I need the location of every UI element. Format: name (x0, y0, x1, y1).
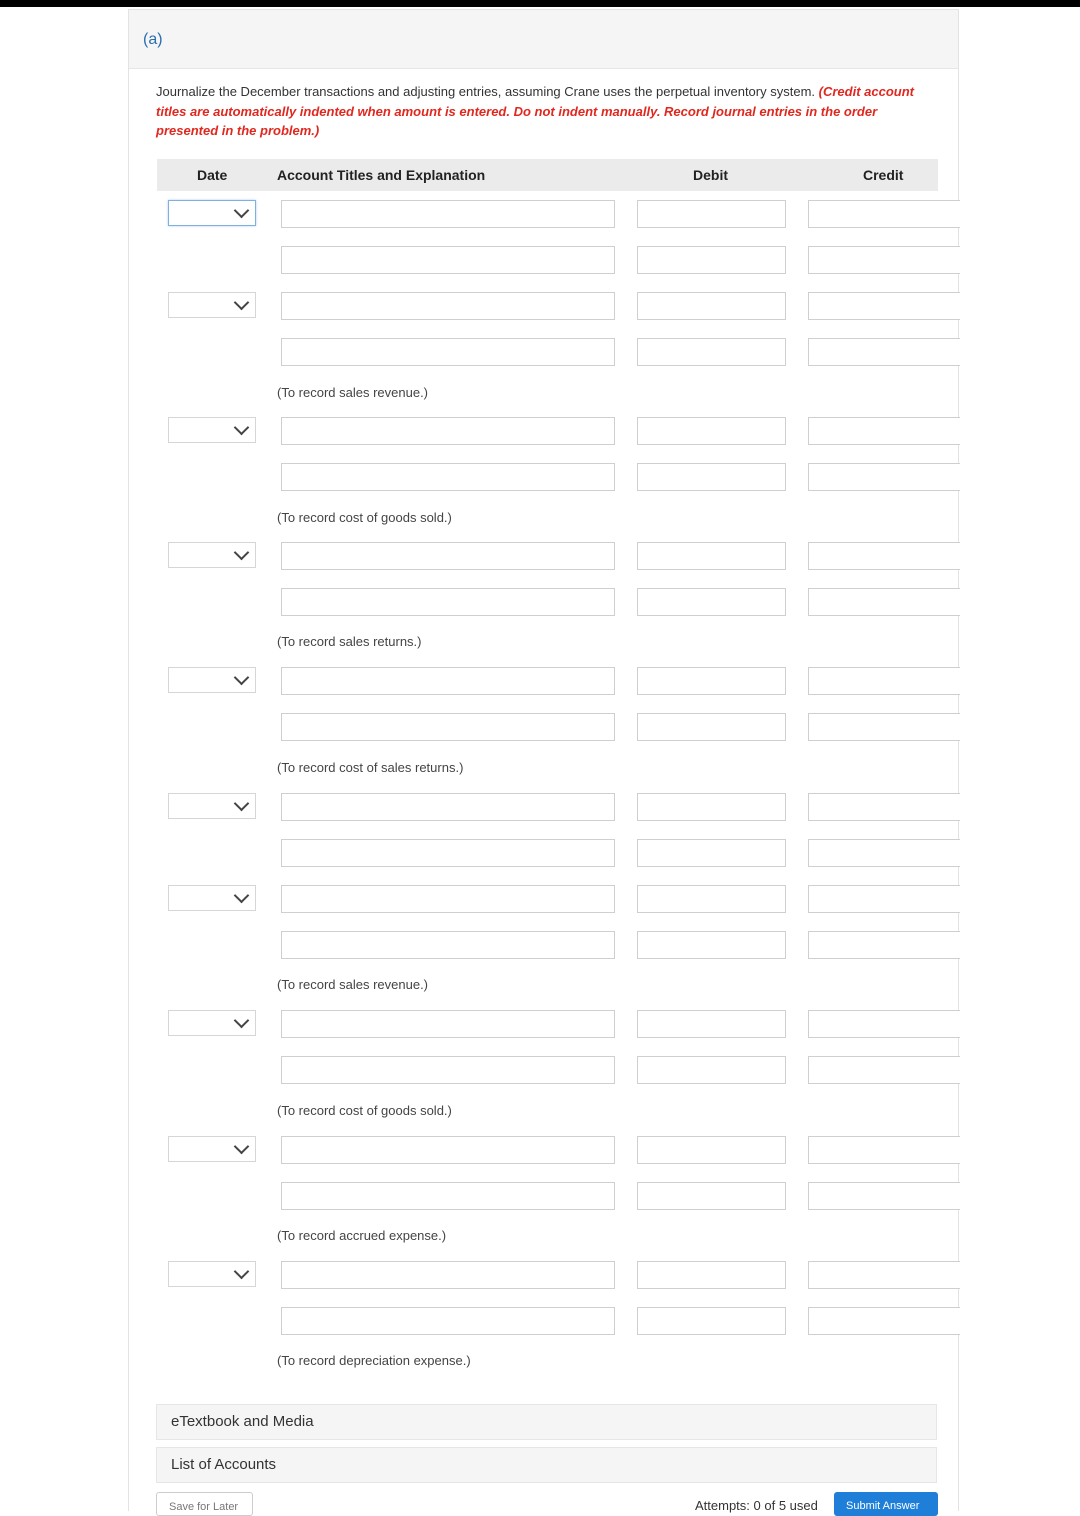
credit-input[interactable] (808, 1010, 960, 1038)
debit-input[interactable] (637, 200, 786, 228)
debit-input[interactable] (637, 542, 786, 570)
instructions-text: Journalize the December transactions and adjusting entries, assuming Crane uses the perpetual inventory system. (156, 84, 816, 99)
debit-input[interactable] (637, 292, 786, 320)
entry-explanation: (To record cost of goods sold.) (277, 1103, 452, 1118)
credit-input[interactable] (808, 292, 960, 320)
account-title-input[interactable] (281, 338, 615, 366)
date-select[interactable] (168, 1010, 256, 1036)
chevron-down-icon (234, 670, 250, 686)
account-title-input[interactable] (281, 885, 615, 913)
debit-input[interactable] (637, 713, 786, 741)
account-title-input[interactable] (281, 246, 615, 274)
chevron-down-icon (234, 203, 250, 219)
chevron-down-icon (234, 888, 250, 904)
account-title-input[interactable] (281, 1056, 615, 1084)
date-select[interactable] (168, 200, 256, 226)
journal-row (129, 931, 958, 959)
credit-input[interactable] (808, 713, 960, 741)
credit-input[interactable] (808, 1307, 960, 1335)
date-select[interactable] (168, 292, 256, 318)
debit-input[interactable] (637, 246, 786, 274)
journal-row (129, 713, 958, 741)
debit-input[interactable] (637, 1056, 786, 1084)
journal-row (129, 542, 958, 570)
chevron-down-icon (234, 1013, 250, 1029)
journal-row (129, 292, 958, 320)
entry-explanation: (To record cost of sales returns.) (277, 760, 464, 775)
etextbook-panel[interactable] (156, 1404, 937, 1440)
journal-row (129, 839, 958, 867)
etextbook-label: eTextbook and Media (171, 1413, 314, 1430)
debit-input[interactable] (637, 1261, 786, 1289)
credit-input[interactable] (808, 1136, 960, 1164)
account-title-input[interactable] (281, 667, 615, 695)
entry-explanation: (To record depreciation expense.) (277, 1353, 471, 1368)
journal-row (129, 588, 958, 616)
chevron-down-icon (234, 1264, 250, 1280)
credit-input[interactable] (808, 793, 960, 821)
submit-answer-button[interactable]: Submit Answer (834, 1492, 938, 1516)
chevron-down-icon (234, 1139, 250, 1155)
credit-input[interactable] (808, 417, 960, 445)
debit-input[interactable] (637, 667, 786, 695)
debit-input[interactable] (637, 1136, 786, 1164)
attempts-counter: Attempts: 0 of 5 used (695, 1498, 818, 1513)
entry-explanation: (To record accrued expense.) (277, 1228, 447, 1243)
journal-row (129, 1056, 958, 1084)
part-label: (a) (143, 31, 163, 48)
credit-input[interactable] (808, 542, 960, 570)
account-title-input[interactable] (281, 1010, 615, 1038)
entry-explanation: (To record sales revenue.) (277, 385, 429, 400)
credit-input[interactable] (808, 1261, 960, 1289)
journal-row (129, 885, 958, 913)
debit-input[interactable] (637, 588, 786, 616)
chevron-down-icon (234, 796, 250, 812)
journal-row (129, 246, 958, 274)
date-select[interactable] (168, 1261, 256, 1287)
date-select[interactable] (168, 793, 256, 819)
journal-row (129, 1307, 958, 1335)
save-for-later-button[interactable]: Save for Later (156, 1492, 253, 1516)
credit-input[interactable] (808, 588, 960, 616)
debit-input[interactable] (637, 417, 786, 445)
chevron-down-icon (234, 545, 250, 561)
debit-input[interactable] (637, 463, 786, 491)
account-title-input[interactable] (281, 292, 615, 320)
credit-input[interactable] (808, 1182, 960, 1210)
account-title-input[interactable] (281, 713, 615, 741)
debit-input[interactable] (637, 1307, 786, 1335)
credit-input[interactable] (808, 931, 960, 959)
account-title-input[interactable] (281, 1307, 615, 1335)
journal-row (129, 463, 958, 491)
journal-row (129, 1182, 958, 1210)
debit-input[interactable] (637, 1010, 786, 1038)
chevron-down-icon (234, 295, 250, 311)
journal-row (129, 1010, 958, 1038)
journal-row (129, 338, 958, 366)
date-select[interactable] (168, 885, 256, 911)
entry-explanation: (To record sales returns.) (277, 634, 422, 649)
account-title-input[interactable] (281, 1261, 615, 1289)
account-title-input[interactable] (281, 1136, 615, 1164)
journal-row (129, 417, 958, 445)
journal-row (129, 200, 958, 228)
debit-column-header: Debit (693, 167, 728, 183)
debit-input[interactable] (637, 931, 786, 959)
debit-input[interactable] (637, 1182, 786, 1210)
journal-row (129, 1136, 958, 1164)
instructions-note: (Credit account titles are automatically indented when amount is entered. Do not indent manually. Record journal entries in the order presented in the problem.) (156, 84, 914, 138)
debit-input[interactable] (637, 839, 786, 867)
account-title-input[interactable] (281, 1182, 615, 1210)
date-column-header: Date (197, 167, 228, 183)
account-column-header: Account Titles and Explanation (277, 167, 486, 183)
credit-input[interactable] (808, 1056, 960, 1084)
chevron-down-icon (234, 420, 250, 436)
account-title-input[interactable] (281, 588, 615, 616)
list-of-accounts-panel[interactable] (156, 1447, 937, 1483)
credit-input[interactable] (808, 667, 960, 695)
credit-column-header: Credit (863, 167, 904, 183)
credit-input[interactable] (808, 200, 960, 228)
account-title-input[interactable] (281, 931, 615, 959)
journal-row (129, 1261, 958, 1289)
entry-explanation: (To record sales revenue.) (277, 977, 429, 992)
credit-input[interactable] (808, 885, 960, 913)
account-title-input[interactable] (281, 793, 615, 821)
journal-row (129, 793, 958, 821)
date-select[interactable] (168, 542, 256, 568)
journal-entries (129, 10, 958, 1410)
top-bar (0, 0, 1080, 7)
account-title-input[interactable] (281, 200, 615, 228)
credit-input[interactable] (808, 338, 960, 366)
account-title-input[interactable] (281, 417, 615, 445)
entry-explanation: (To record cost of goods sold.) (277, 510, 452, 525)
debit-input[interactable] (637, 793, 786, 821)
date-select[interactable] (168, 667, 256, 693)
account-title-input[interactable] (281, 463, 615, 491)
credit-input[interactable] (808, 463, 960, 491)
date-select[interactable] (168, 417, 256, 443)
credit-input[interactable] (808, 839, 960, 867)
account-title-input[interactable] (281, 839, 615, 867)
account-title-input[interactable] (281, 542, 615, 570)
credit-input[interactable] (808, 246, 960, 274)
debit-input[interactable] (637, 338, 786, 366)
debit-input[interactable] (637, 885, 786, 913)
date-select[interactable] (168, 1136, 256, 1162)
question-card (128, 9, 959, 1511)
journal-row (129, 667, 958, 695)
list-of-accounts-label: List of Accounts (171, 1456, 277, 1473)
